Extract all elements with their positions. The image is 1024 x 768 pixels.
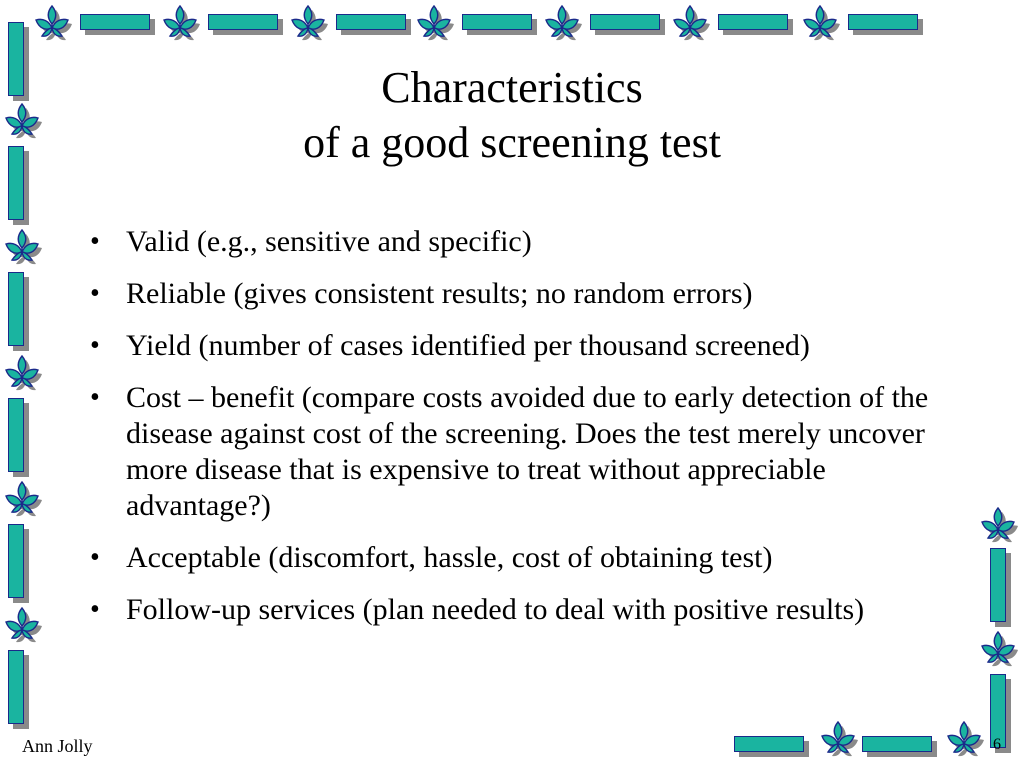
bullet-text: Follow-up services (plan needed to deal with positive results) [126, 593, 865, 626]
bullet-text: Yield (number of cases identified per thousand screened) [126, 329, 810, 362]
title-line-2: of a good screening test [303, 118, 721, 167]
leaf-sprig-icon [670, 2, 714, 46]
border-bar-vertical [8, 524, 24, 598]
bullet-text: Reliable (gives consistent results; no random errors) [126, 277, 753, 310]
bullet-item [90, 276, 950, 312]
bullet-list [90, 224, 950, 644]
border-bar-horizontal [718, 14, 788, 30]
border-bar-horizontal [734, 736, 804, 752]
border-bar-horizontal [848, 14, 918, 30]
border-bar-vertical [8, 272, 24, 346]
border-bar-horizontal [80, 14, 150, 30]
leaf-sprig-icon [32, 2, 76, 46]
leaf-sprig-icon [2, 352, 46, 396]
footer-author: Ann Jolly [22, 736, 93, 756]
bullet-text: Cost – benefit (compare costs avoided due to early detection of the disease against cost of the screening. Does the test merely uncover more disease that is expensive to treat without appreciable advantage?) [126, 381, 929, 522]
footer-page-number: 6 [993, 736, 1001, 753]
leaf-sprig-icon [2, 478, 46, 522]
title-line-1: Characteristics [381, 63, 643, 112]
border-bar-vertical [8, 398, 24, 472]
bullet-dot: • [90, 594, 100, 625]
border-bar-horizontal [208, 14, 278, 30]
bullet-dot: • [90, 278, 100, 309]
border-bar-horizontal [336, 14, 406, 30]
bullet-item [90, 540, 950, 576]
leaf-sprig-icon [978, 628, 1022, 672]
bullet-item [90, 380, 950, 524]
border-bar-vertical [8, 650, 24, 724]
leaf-sprig-icon [944, 718, 988, 762]
leaf-sprig-icon [800, 2, 844, 46]
bullet-item [90, 224, 950, 260]
bullet-item [90, 592, 950, 628]
border-bar-horizontal [462, 14, 532, 30]
leaf-sprig-icon [818, 718, 862, 762]
bullet-dot: • [90, 382, 100, 413]
bullet-item [90, 328, 950, 364]
leaf-sprig-icon [2, 604, 46, 648]
leaf-sprig-icon [414, 2, 458, 46]
bullet-dot: • [90, 226, 100, 257]
leaf-sprig-icon [2, 226, 46, 270]
border-bar-horizontal [862, 736, 932, 752]
leaf-sprig-icon [160, 2, 204, 46]
bullet-dot: • [90, 330, 100, 361]
border-bar-horizontal [590, 14, 660, 30]
slide-title [0, 60, 1024, 170]
bullet-dot: • [90, 542, 100, 573]
leaf-sprig-icon [542, 2, 586, 46]
bullet-text: Valid (e.g., sensitive and specific) [126, 225, 532, 258]
bullet-text: Acceptable (discomfort, hassle, cost of obtaining test) [126, 541, 773, 574]
leaf-sprig-icon [288, 2, 332, 46]
border-bar-vertical [990, 548, 1006, 622]
leaf-sprig-icon [978, 504, 1022, 548]
